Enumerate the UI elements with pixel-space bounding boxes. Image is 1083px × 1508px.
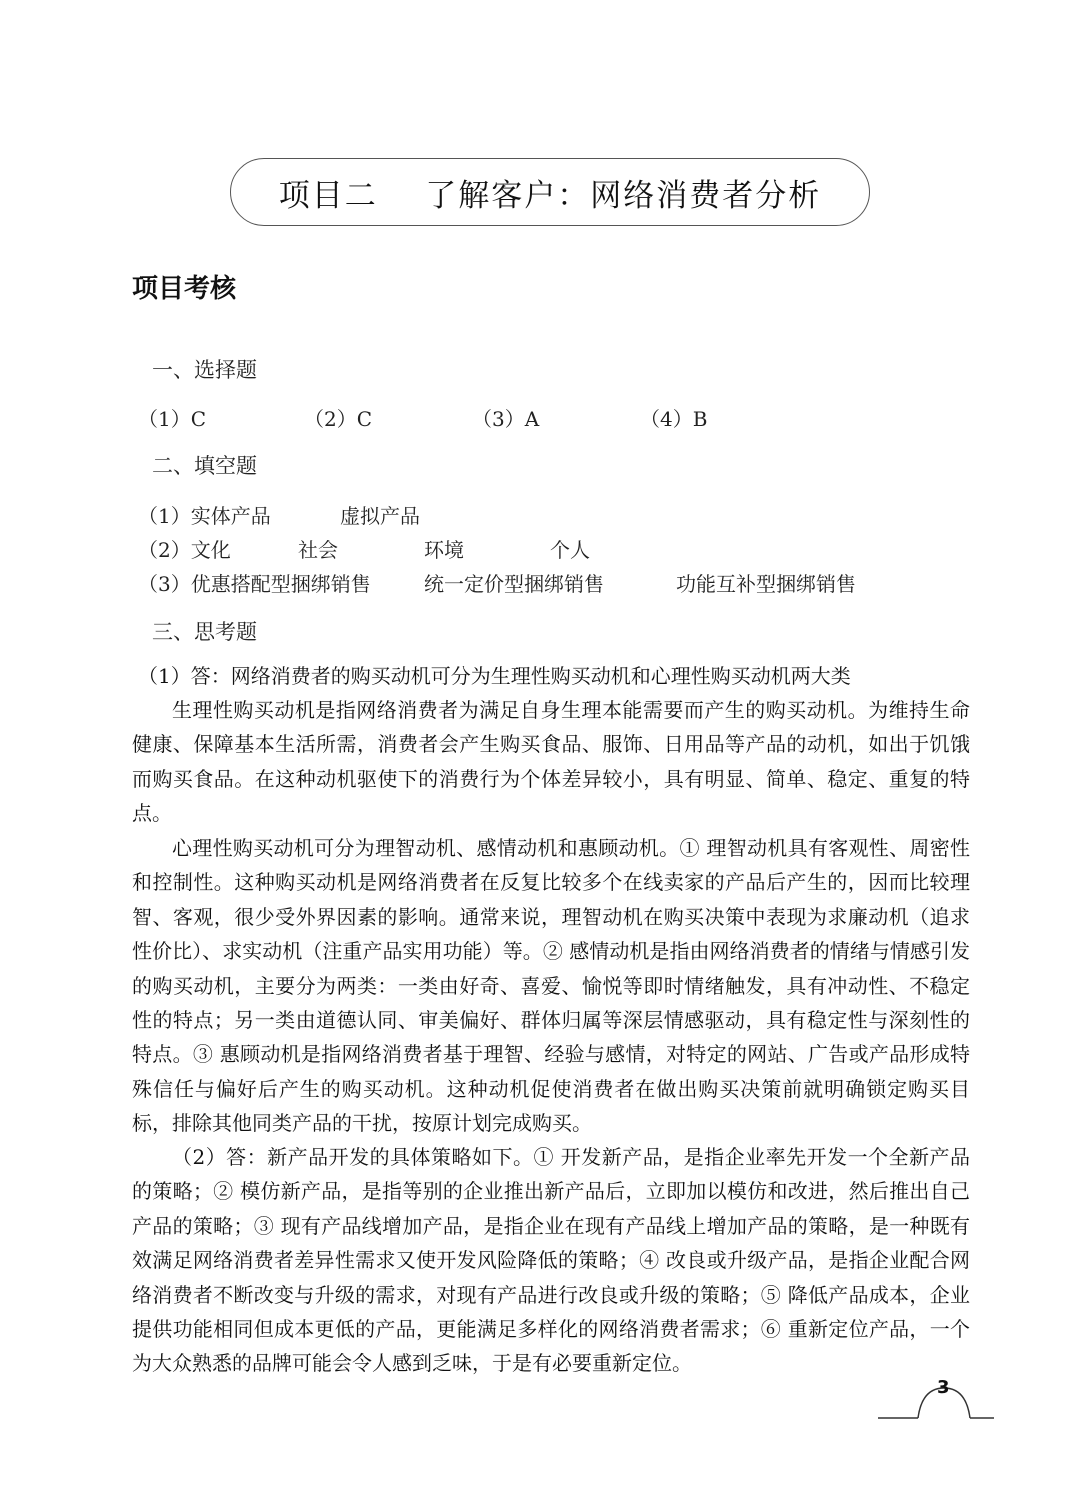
- chapter-title: 项目二 了解客户：网络消费者分析: [278, 177, 822, 214]
- fill-2-b: 社会: [298, 538, 338, 562]
- fill-3-c: 功能互补型捆绑销售: [676, 572, 856, 596]
- choice-answer-4: （4）B: [640, 407, 708, 431]
- essay-answer-1-intro: （1）答：网络消费者的购买动机可分为生理性购买动机和心理性购买动机两大类: [138, 664, 851, 688]
- fill-2-c: 环境: [424, 538, 464, 562]
- fill-1-b: 虚拟产品: [340, 504, 420, 528]
- choice-answer-2: （2）C: [304, 407, 373, 431]
- essay-heading: 三、思考题: [152, 620, 257, 644]
- fill-2-a: （2）文化: [138, 538, 231, 562]
- choice-answer-3: （3）A: [472, 407, 540, 431]
- fill-3-a: （3）优惠搭配型捆绑销售: [138, 572, 371, 596]
- fill-3-b: 统一定价型捆绑销售: [424, 572, 604, 596]
- chapter-title-box: [230, 158, 870, 226]
- fill-1-a: （1）实体产品: [138, 504, 271, 528]
- essay-answer-2: （2）答：新产品开发的具体策略如下。① 开发新产品，是指企业率先开发一个全新产品的策略；② 模仿新产品，是指等别的企业推出新产品后，立即加以模仿和改进，然后推出自己产品的策略；③ 现有产品线增加产品，是指企业在现有产品线上增加产品的策略，是一种既有效满足网络消费者差异性需求又使开发风险降低的策略；④ 改良或升级产品，是指企业配合网络消费者不断改变与升级的需求，对现有产品进行改良或升级的策略；⑤ 降低产品成本，企业提供功能相同但成本更低的产品，更能满足多样化的网络消费者需求；⑥ 重新定位产品，一个为大众熟悉的品牌可能会令人感到乏味，于是有必要重新定位。: [132, 1145, 970, 1376]
- page-number: 3: [937, 1377, 950, 1398]
- section-heading: 项目考核: [132, 274, 237, 304]
- choice-heading: 一、选择题: [152, 358, 257, 382]
- essay-paragraph-physiological: 生理性购买动机是指网络消费者为满足自身生理本能需要而产生的购买动机。为维持生命健康、保障基本生活所需，消费者会产生购买食品、服饰、日用品等产品的动机，如出于饥饿而购买食品。在这种动机驱使下的消费行为个体差异较小，具有明显、简单、稳定、重复的特点。: [132, 698, 970, 826]
- fill-2-d: 个人: [550, 538, 590, 562]
- essay-paragraph-psychological: 心理性购买动机可分为理智动机、感情动机和惠顾动机。① 理智动机具有客观性、周密性和控制性。这种购买动机是网络消费者在反复比较多个在线卖家的产品后产生的，因而比较理智、客观，很少受外界因素的影响。通常来说，理智动机在购买决策中表现为求廉动机（追求性价比）、求实动机（注重产品实用功能）等。② 感情动机是指由网络消费者的情绪与情感引发的购买动机，主要分为两类：一类由好奇、喜爱、愉悦等即时情绪触发，具有冲动性、不稳定性的特点；另一类由道德认同、审美偏好、群体归属等深层情感驱动，具有稳定性与深刻性的特点。③ 惠顾动机是指网络消费者基于理智、经验与感情，对特定的网站、广告或产品形成特殊信任与偏好后产生的购买动机。这种动机促使消费者在做出购买决策前就明确锁定购买目标，排除其他同类产品的干扰，按原计划完成购买。: [132, 836, 970, 1136]
- choice-answer-1: （1）C: [138, 407, 207, 431]
- page-number-ornament: [878, 1382, 994, 1422]
- fill-heading: 二、填空题: [152, 454, 257, 478]
